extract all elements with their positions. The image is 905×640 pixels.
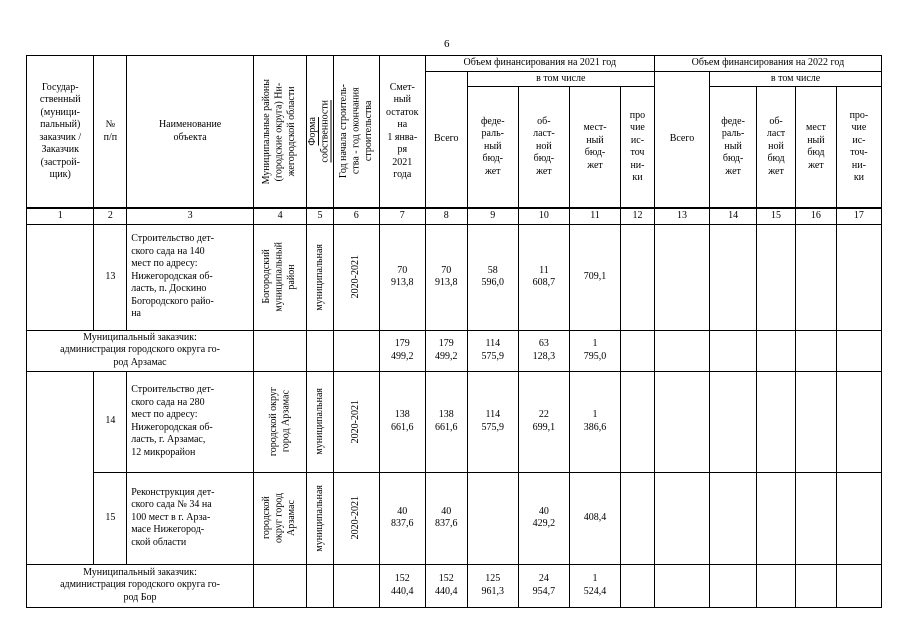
header-districts: Муниципальные районы (городские округа) Ни- жегородской области (254, 56, 307, 209)
local-2021-cell: 408,4 (569, 472, 620, 564)
ownership-cell: муниципальная (307, 472, 334, 564)
federal-2022-cell (710, 224, 757, 330)
district-cell: городской округ город Арзамас (254, 371, 307, 472)
regional-2022-cell (757, 224, 796, 330)
customer-cell (27, 224, 94, 330)
total-2021-cell: 40 837,6 (425, 472, 467, 564)
row-num: 14 (94, 371, 127, 472)
summary-customer: Муниципальный заказчик: администрация городского округа го- род Арзамас (27, 330, 254, 371)
financing-table (26, 55, 882, 608)
header-other-2021: про чие ис- точ ни- ки (621, 87, 655, 209)
col-number: 8 (425, 208, 467, 224)
total-2021-cell: 152 440,4 (425, 564, 467, 607)
header-years: Год начала строитель- ства - год окончания строительства (333, 56, 379, 209)
federal-2021-cell: 114 575,9 (467, 371, 518, 472)
ownership-cell: муниципальная (307, 371, 334, 472)
regional-2021-cell: 24 954,7 (518, 564, 569, 607)
col-number: 10 (518, 208, 569, 224)
header-federal-2022: феде- раль- ный бюд- жет (710, 87, 757, 209)
table-row (27, 224, 882, 330)
local-2021-cell: 709,1 (569, 224, 620, 330)
col-number: 3 (127, 208, 254, 224)
object-name: Строительство дет- ского сада на 280 мест по адресу: Нижегородская об- ласть, г. Арзамас, 12 микрорайон (127, 371, 254, 472)
regional-2021-cell: 11 608,7 (518, 224, 569, 330)
estimate-cell: 70 913,8 (379, 224, 425, 330)
federal-2021-cell: 58 596,0 (467, 224, 518, 330)
estimate-cell: 152 440,4 (379, 564, 425, 607)
summary-customer: Муниципальный заказчик: администрация городского округа го- род Бор (27, 564, 254, 607)
row-num: 15 (94, 472, 127, 564)
col-number: 5 (307, 208, 334, 224)
col-number: 6 (333, 208, 379, 224)
header-federal-2021: феде- раль- ный бюд- жет (467, 87, 518, 209)
regional-2021-cell: 63 128,3 (518, 330, 569, 371)
header-local-2021: мест- ный бюд- жет (569, 87, 620, 209)
total-2021-cell: 179 499,2 (425, 330, 467, 371)
col-number: 7 (379, 208, 425, 224)
summary-row (27, 564, 882, 607)
col-number: 16 (795, 208, 836, 224)
header-row-1 (27, 56, 882, 72)
col-number: 4 (254, 208, 307, 224)
object-name: Строительство дет- ского сада на 140 мест по адресу: Нижегородская об- ласть, п. Доскино Богородского райо- на (127, 224, 254, 330)
header-total-2022: Всего (654, 71, 709, 208)
col-number: 14 (710, 208, 757, 224)
local-2021-cell: 1 795,0 (569, 330, 620, 371)
header-regional-2022: об- ласт ной бюд жет (757, 87, 796, 209)
col-number: 12 (621, 208, 655, 224)
regional-2021-cell: 40 429,2 (518, 472, 569, 564)
customer-cell (27, 371, 94, 564)
header-ownership: Форма собственности (307, 56, 334, 209)
header-estimate: Смет- ный остаток на 1 янва- ря 2021 года (379, 56, 425, 209)
col-number: 9 (467, 208, 518, 224)
header-num: № п/п (94, 56, 127, 209)
col-number: 15 (757, 208, 796, 224)
summary-row (27, 330, 882, 371)
page-number: 6 (444, 38, 450, 50)
total-2021-cell: 138 661,6 (425, 371, 467, 472)
ownership-cell: муниципальная (307, 224, 334, 330)
col-number: 11 (569, 208, 620, 224)
estimate-cell: 179 499,2 (379, 330, 425, 371)
federal-2021-cell: 125 961,3 (467, 564, 518, 607)
regional-2021-cell: 22 699,1 (518, 371, 569, 472)
district-cell: Богородский муниципальный район (254, 224, 307, 330)
header-fin-2021: Объем финансирования на 2021 год (425, 56, 654, 72)
col-number: 17 (836, 208, 881, 224)
federal-2021-cell: 114 575,9 (467, 330, 518, 371)
header-local-2022: мест ный бюд жет (795, 87, 836, 209)
header-customer: Государ- ственный (муници- пальный) заказчик / Заказчик (застрой- щик) (27, 56, 94, 209)
col-number: 1 (27, 208, 94, 224)
header-total-2021: Всего (425, 71, 467, 208)
local-2021-cell: 1 386,6 (569, 371, 620, 472)
header-regional-2021: об- ласт- ной бюд- жет (518, 87, 569, 209)
local-2021-cell: 1 524,4 (569, 564, 620, 607)
header-other-2022: про- чие ис- точ- ни- ки (836, 87, 881, 209)
estimate-cell: 138 661,6 (379, 371, 425, 472)
table-row (27, 472, 882, 564)
header-object-name: Наименование объекта (127, 56, 254, 209)
table-row (27, 371, 882, 472)
object-name: Реконструкция дет- ского сада № 34 на 100 мест в г. Арза- масе Нижегород- ской области (127, 472, 254, 564)
other-2022-cell (836, 224, 881, 330)
local-2022-cell (795, 224, 836, 330)
district-cell: городской округ город Арзамас (254, 472, 307, 564)
federal-2021-cell (467, 472, 518, 564)
estimate-cell: 40 837,6 (379, 472, 425, 564)
column-numbers-row (27, 208, 882, 224)
col-number: 2 (94, 208, 127, 224)
years-cell: 2020-2021 (333, 224, 379, 330)
years-cell: 2020-2021 (333, 371, 379, 472)
years-cell: 2020-2021 (333, 472, 379, 564)
header-incl-2021: в том числе (467, 71, 654, 87)
total-2022-cell (654, 224, 709, 330)
col-number: 13 (654, 208, 709, 224)
header-fin-2022: Объем финансирования на 2022 год (654, 56, 881, 72)
total-2021-cell: 70 913,8 (425, 224, 467, 330)
other-2021-cell (621, 224, 655, 330)
row-num: 13 (94, 224, 127, 330)
header-incl-2022: в том числе (710, 71, 882, 87)
